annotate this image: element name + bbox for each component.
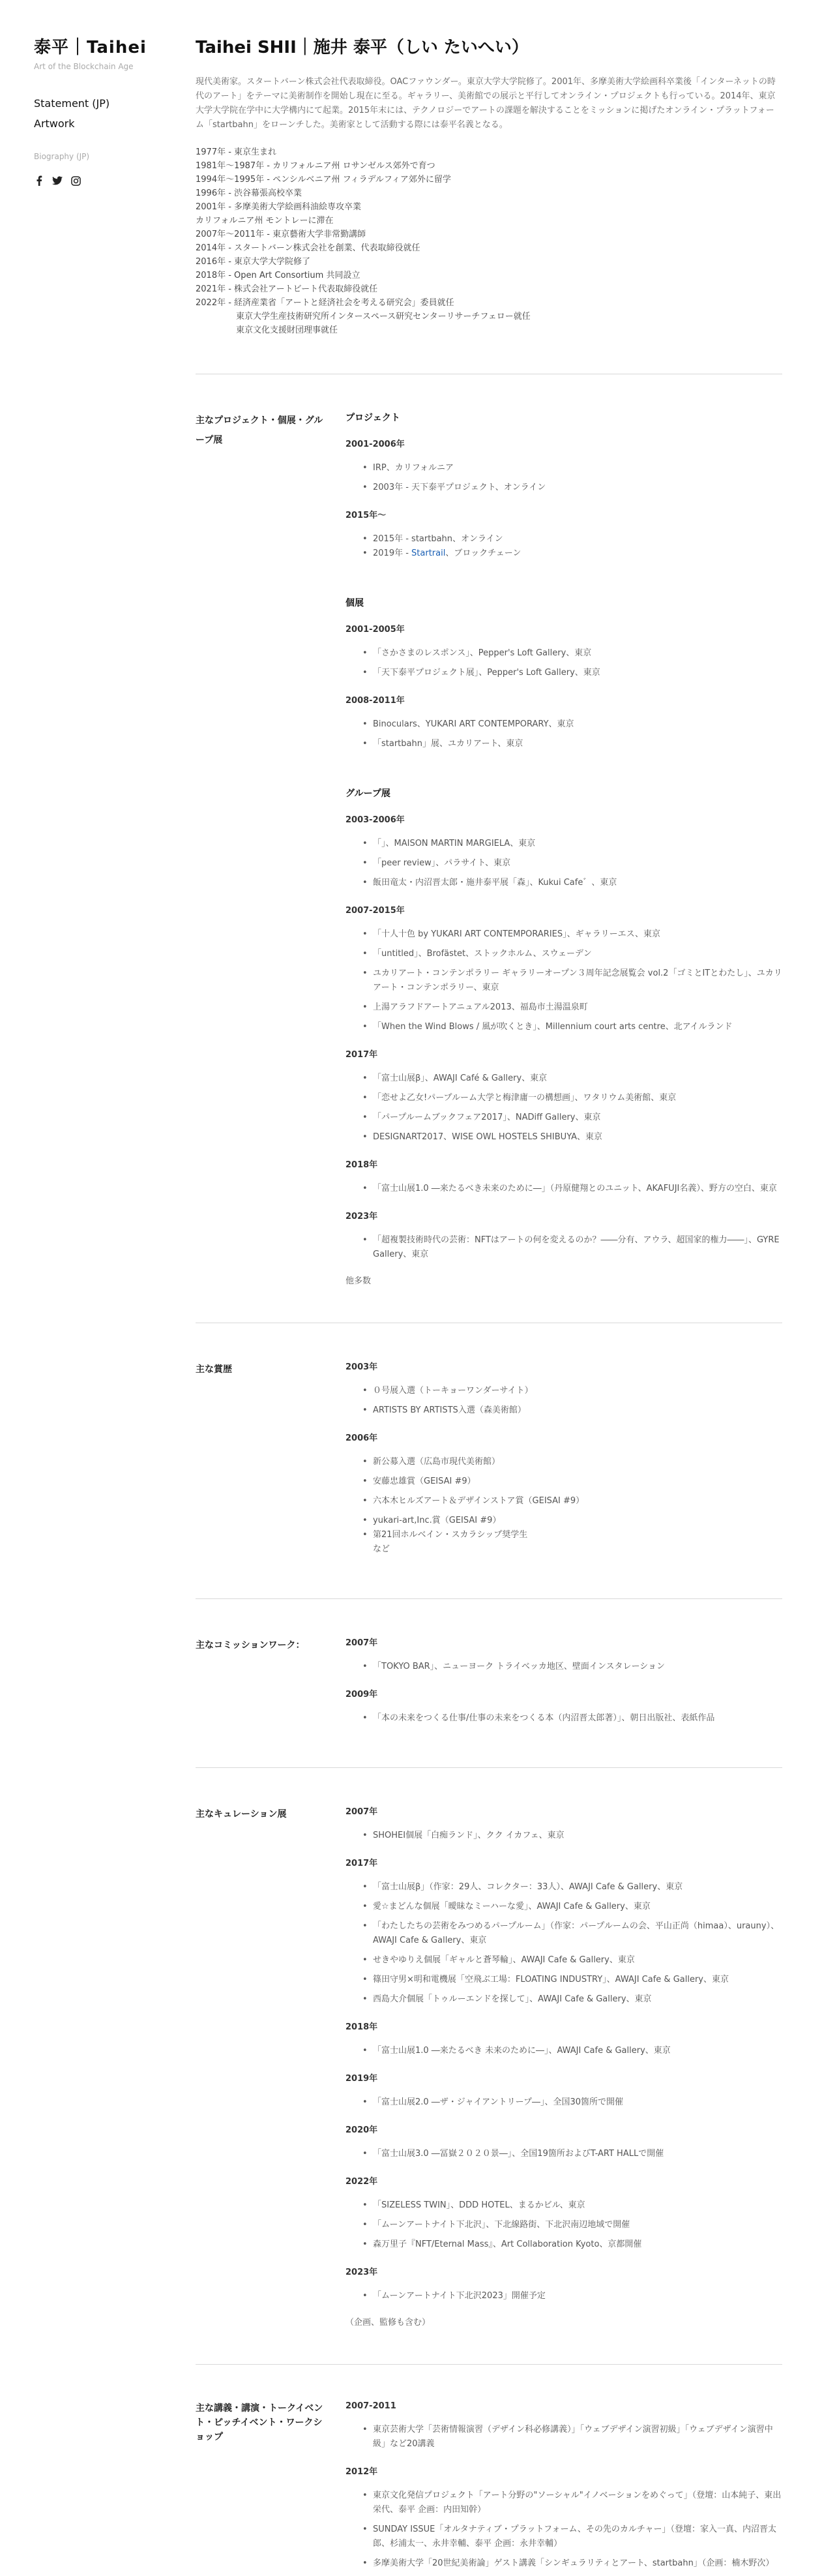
list-item: • 「富士山展1.0 ―来たるべき未来のために―」（丹原健翔とのユニット、AKAFUJI名義）、野方の空白、東京 bbox=[373, 1182, 782, 1196]
bio-timeline bbox=[196, 145, 782, 337]
list-item: • 東京芸術大学「芸術情報演習（デザイン科必修講義）」「ウェブデザイン演習初級」「ウェブデザイン演習中級」など20講義 bbox=[373, 2423, 782, 2451]
section-heading: 主なプロジェクト・個展・グループ展 bbox=[196, 415, 323, 445]
section-body bbox=[345, 1636, 782, 1731]
bio-line: 1977年 - 東京生まれ bbox=[196, 147, 277, 157]
bio-line: 2022年 - 経済産業省「アートと経済社会を考える研究会」委員就任 bbox=[196, 298, 454, 308]
section-body bbox=[345, 1360, 782, 1562]
list-item: • ユカリアート・コンテンポラリー ギャラリーオープン３周年記念展覧会 vol.2「ゴミとITとわたし」、ユカリアート・コンテンポラリー、東京 bbox=[373, 966, 782, 995]
list-item: • 「恋せよ乙女!パープルーム大学と梅津庸一の構想画」、ワタリウム美術館、東京 bbox=[373, 1091, 782, 1105]
list-item: • 第21回ホルベイン・スカラシップ奨学生 など bbox=[373, 1528, 782, 1557]
page-title: Taihei SHII｜施井 泰平（しい たいへい） bbox=[196, 38, 529, 57]
list-item: • 新公募入選（広島市現代美術館） bbox=[373, 1455, 782, 1469]
bio-line: 1996年 - 渋谷幕張高校卒業 bbox=[196, 188, 302, 198]
list-item: • 東京文化発信プロジェクト「アート分野の"ソーシャル"イノベーションをめぐって」（登壇：山本純子、東出栄代、泰平 企画：内田知幹） bbox=[373, 2489, 782, 2517]
list-item: • ０号展入選（トーキョーワンダーサイト） bbox=[373, 1384, 782, 1398]
item-list bbox=[373, 837, 782, 890]
item-list bbox=[373, 2147, 782, 2161]
year-heading: 2009年 bbox=[345, 1690, 378, 1700]
year-heading: 2015年〜 bbox=[345, 511, 387, 520]
list-item: • 多摩美術大学「20世紀美術論」ゲスト講義「シンギュラリティとアート、startbahn」（企画：楠木野次） bbox=[373, 2556, 782, 2571]
list-item: • ARTISTS BY ARTISTS入選（森美術館） bbox=[373, 1403, 782, 1418]
list-item: • 上湯アラフドアートアニュアル2013、福島市土湯温泉町 bbox=[373, 1000, 782, 1015]
list-item: • 「富士山展2.0 ―ザ・ジャイアントリープ―」、全国30箇所で開催 bbox=[373, 2095, 782, 2110]
list-item: • SUNDAY ISSUE「オルタナティブ・プラットフォーム、その先のカルチャー」（登壇：家入一真、内沼晋太郎、杉浦太一、永井幸輔、泰平 企画：永井幸輔） bbox=[373, 2523, 782, 2551]
twitter-icon[interactable] bbox=[52, 175, 63, 186]
sidebar-nav bbox=[34, 97, 177, 161]
list-item: • 「When the Wind Blows / 風が吹くとき」、Millennium court arts centre、北アイルランド bbox=[373, 1020, 782, 1034]
item-list bbox=[373, 2489, 782, 2571]
sidebar bbox=[34, 34, 177, 186]
list-item: • 「富士山展β」（作家：29人、コレクター：33人）、AWAJI Cafe & Gallery、東京 bbox=[373, 1880, 782, 1895]
year-heading: 2007年 bbox=[345, 1638, 378, 1648]
year-heading: 2019年 bbox=[345, 2074, 378, 2084]
item-list bbox=[373, 1182, 782, 1196]
year-heading: 2003年 bbox=[345, 1362, 378, 1372]
list-item: • 「パープルームブックフェア2017」、NADiff Gallery、東京 bbox=[373, 1111, 782, 1125]
section-body bbox=[345, 2401, 782, 2576]
list-item: • 「超複製技術時代の芸術：NFTはアートの何を変えるのか？――分有、アウラ、超国家的権力――」、GYRE Gallery、東京 bbox=[373, 1233, 782, 1262]
year-heading: 2023年 bbox=[345, 1212, 378, 1221]
section-note: （企画、監修も含む） bbox=[345, 2318, 431, 2328]
section-heading: 主な賞歴 bbox=[196, 1364, 232, 1375]
list-item: • 「peer review」、パラサイト、東京 bbox=[373, 856, 782, 871]
item-list bbox=[373, 927, 782, 1034]
facebook-icon[interactable] bbox=[34, 175, 44, 186]
section-curation bbox=[196, 1805, 782, 2328]
section-body bbox=[345, 411, 782, 1286]
bio-line: 東京文化支援財団理事就任 bbox=[236, 325, 338, 335]
list-item: • DESIGNART2017、WISE OWL HOSTELS SHIBUYA、東京 bbox=[373, 1130, 782, 1145]
section-divider bbox=[196, 1598, 782, 1599]
list-item: • 2015年 - startbahn、オンライン bbox=[373, 532, 782, 547]
list-item: • SHOHEI個展「白痴ランド」、クク イカフェ、東京 bbox=[373, 1829, 782, 1843]
list-item: • せきやゆりえ個展「ギャルと蒼琴輪」、AWAJI Cafe & Gallery、東京 bbox=[373, 1953, 782, 1968]
item-list bbox=[373, 717, 782, 751]
year-heading: 2003-2006年 bbox=[345, 815, 405, 825]
bio-line: 2016年 - 東京大学大学院修了 bbox=[196, 257, 311, 267]
list-item: • 「TOKYO BAR」、ニューヨーク トライベッカ地区、壁面インスタレーション bbox=[373, 1660, 782, 1674]
year-heading: 2018年 bbox=[345, 1160, 378, 1170]
list-item: • yukari-art,Inc.賞（GEISAI #9） bbox=[373, 1514, 782, 1528]
item-list bbox=[373, 1071, 782, 1145]
bio-line: 2014年 - スタートバーン株式会社を創業、代表取締役就任 bbox=[196, 243, 420, 253]
list-item: • 「わたしたちの芸術をみつめるパープルーム」（作家：パープルームの会、平山正尚（himaa）、urauny）、AWAJI Cafe & Gallery、東京 bbox=[373, 1919, 782, 1948]
section-body bbox=[345, 1805, 782, 2328]
section-heading: 主な講義・講演・トークイベント・ピッチイベント・ワークショップ bbox=[196, 2403, 323, 2442]
main-content bbox=[196, 34, 782, 2576]
subheading-solo: 個展 bbox=[345, 598, 364, 608]
item-list bbox=[373, 2289, 782, 2303]
list-item: • 「SIZELESS TWIN」、DDD HOTEL、まるかビル、東京 bbox=[373, 2198, 782, 2213]
social-links bbox=[34, 175, 177, 186]
item-list bbox=[373, 1233, 782, 1262]
section-heading: 主なキュレーション展 bbox=[196, 1809, 287, 1820]
year-heading: 2006年 bbox=[345, 1433, 378, 1443]
item-list bbox=[373, 2423, 782, 2451]
list-item: • 「」、MAISON MARTIN MARGIELA、東京 bbox=[373, 837, 782, 851]
list-item: • 「ムーンアートナイト下北沢」、下北線路街、下北沢南辺地域で開催 bbox=[373, 2218, 782, 2232]
item-list bbox=[373, 1660, 782, 1674]
item-list bbox=[373, 1528, 782, 1557]
nav-biography[interactable]: Biography (JP) bbox=[34, 152, 90, 161]
item-list bbox=[373, 532, 782, 547]
item-list bbox=[373, 2198, 782, 2252]
list-item: • IRP、カリフォルニア bbox=[373, 461, 782, 475]
list-item: • 「startbahn」展、ユカリアート、東京 bbox=[373, 737, 782, 751]
bio-line: カリフォルニア州 モントレーに滞在 bbox=[196, 216, 334, 226]
list-item: • 「ムーンアートナイト下北沢2023」開催予定 bbox=[373, 2289, 782, 2303]
bio-line: 1981年〜1987年 - カリフォルニア州 ロサンゼルス郊外で育つ bbox=[196, 161, 435, 171]
list-item: • 安藤忠雄賞（GEISAI #9） bbox=[373, 1475, 782, 1489]
year-heading: 2012年 bbox=[345, 2467, 378, 2477]
startrail-link[interactable]: Startrail bbox=[411, 548, 446, 558]
year-heading: 2022年 bbox=[345, 2177, 378, 2187]
nav-artwork[interactable]: Artwork bbox=[34, 117, 75, 130]
bio-line: 2021年 - 株式会社アートビート代表取締役就任 bbox=[196, 284, 378, 294]
list-item: • 「天下泰平プロジェクト展」、Pepper's Loft Gallery、東京 bbox=[373, 666, 782, 680]
year-heading: 2007-2015年 bbox=[345, 906, 405, 916]
list-item: • 2003年 - 天下泰平プロジェクト、オンライン bbox=[373, 481, 782, 495]
list-item: • 「富士山展3.0 ―冨嶽２０２０景―」、全国19箇所およびT-ART HALLで開催 bbox=[373, 2147, 782, 2161]
list-item: • 愛☆まどんな個展「曖昧なミーハーな愛」、AWAJI Cafe & Gallery、東京 bbox=[373, 1900, 782, 1914]
year-heading: 2007-2011 bbox=[345, 2401, 396, 2411]
section-awards bbox=[196, 1360, 782, 1562]
bio-line: 2001年 - 多摩美術大学絵画科油絵専攻卒業 bbox=[196, 202, 362, 212]
section-commissions bbox=[196, 1636, 782, 1731]
year-heading: 2020年 bbox=[345, 2125, 378, 2135]
list-item: • 飯田竜太・内沼晋太郎・施井泰平展「森」、Kukui Cafe゛、東京 bbox=[373, 876, 782, 890]
section-divider bbox=[196, 2364, 782, 2365]
year-heading: 2008-2011年 bbox=[345, 696, 405, 706]
section-note: 他多数 bbox=[345, 1276, 372, 1286]
year-heading: 2017年 bbox=[345, 1050, 378, 1060]
year-heading: 2001-2005年 bbox=[345, 625, 405, 635]
bio-line: 東京大学生産技術研究所インタースペース研究センターリサーチフェロー就任 bbox=[236, 312, 531, 322]
intro-text: 現代美術家。スタートバーン株式会社代表取締役。OACファウンダー。東京大学大学院修了。2001年、多摩美術大学絵画科卒業後「インターネットの時代のアート」をテーマに美術制作を開始し現在に至る。ギャラリー、美術館での展示と平行してオンライン・プロジェクトも行っている。2014年、東京大学大学院在学中に大学構内にて起業。2015年末には、テクノロジーでアートの課題を解決することをミッションに掲げたオンライン・プラットフォーム「startbahn」をローンチした。美術家として活動する際には泰平名義となる。 bbox=[196, 77, 776, 130]
list-item: • 「本の未来をつくる仕事/仕事の未来をつくる本（内沼晋太郎著）」、朝日出版社、表紙作品 bbox=[373, 1711, 782, 1726]
site-title[interactable]: 泰平｜Taihei bbox=[34, 38, 147, 57]
item-list bbox=[373, 1455, 782, 1528]
year-heading: 2001-2006年 bbox=[345, 440, 405, 449]
nav-statement[interactable]: Statement (JP) bbox=[34, 97, 110, 110]
instagram-icon[interactable] bbox=[70, 175, 81, 186]
list-item: • Binoculars、YUKARI ART CONTEMPORARY、東京 bbox=[373, 717, 782, 732]
item-list bbox=[373, 1384, 782, 1418]
list-item: • 西島大介個展「トゥルーエンドを探して」、AWAJI Cafe & Gallery、東京 bbox=[373, 1992, 782, 2007]
list-item: • 森万里子『NFT/Eternal Mass』、Art Collaboration Kyoto、京都開催 bbox=[373, 2238, 782, 2252]
item-list bbox=[373, 646, 782, 680]
section-projects bbox=[196, 411, 782, 1286]
site-subtitle: Art of the Blockchain Age bbox=[34, 62, 134, 71]
year-heading: 2018年 bbox=[345, 2022, 378, 2032]
subheading-projects: プロジェクト bbox=[345, 413, 400, 423]
bio-line: 1994年〜1995年 - ペンシルベニア州 フィラデルフィア郊外に留学 bbox=[196, 175, 451, 185]
subheading-group: グループ展 bbox=[345, 788, 390, 799]
year-heading: 2017年 bbox=[345, 1859, 378, 1868]
list-item: • 「さかさまのレスポンス」、Pepper's Loft Gallery、東京 bbox=[373, 646, 782, 661]
item-list bbox=[373, 1829, 782, 1843]
year-heading: 2023年 bbox=[345, 2268, 378, 2277]
year-heading: 2007年 bbox=[345, 1807, 378, 1817]
list-item: • 六本木ヒルズアート＆デザインストア賞（GEISAI #9） bbox=[373, 1494, 782, 1508]
item-list bbox=[373, 547, 782, 561]
item-list bbox=[373, 2044, 782, 2058]
section-lectures bbox=[196, 2401, 782, 2576]
item-list bbox=[373, 2095, 782, 2110]
list-item: • 「untitled」、Brofästet、ストックホルム、スウェーデン bbox=[373, 947, 782, 961]
list-item: • 2019年 - Startrail、ブロックチェーン bbox=[373, 547, 782, 561]
item-list bbox=[373, 1711, 782, 1726]
list-item: • 篠田守男×明和電機展「空飛ぶ工場：FLOATING INDUSTRY」、AWAJI Cafe & Gallery、東京 bbox=[373, 1973, 782, 1987]
list-item: • 「十人十色 by YUKARI ART CONTEMPORARIES」、ギャラリーエス、東京 bbox=[373, 927, 782, 942]
section-heading: 主なコミッションワーク： bbox=[196, 1640, 305, 1651]
list-item: • 「富士山展β」、AWAJI Café & Gallery、東京 bbox=[373, 1071, 782, 1086]
section-divider bbox=[196, 1767, 782, 1768]
item-list bbox=[373, 1880, 782, 2007]
item-list bbox=[373, 461, 782, 495]
bio-line: 2018年 - Open Art Consortium 共同設立 bbox=[196, 271, 360, 280]
list-item: • 「富士山展1.0 ―来たるべき 未来のために―」、AWAJI Cafe & Gallery、東京 bbox=[373, 2044, 782, 2058]
bio-line: 2007年〜2011年 - 東京藝術大学非常勤講師 bbox=[196, 230, 366, 239]
